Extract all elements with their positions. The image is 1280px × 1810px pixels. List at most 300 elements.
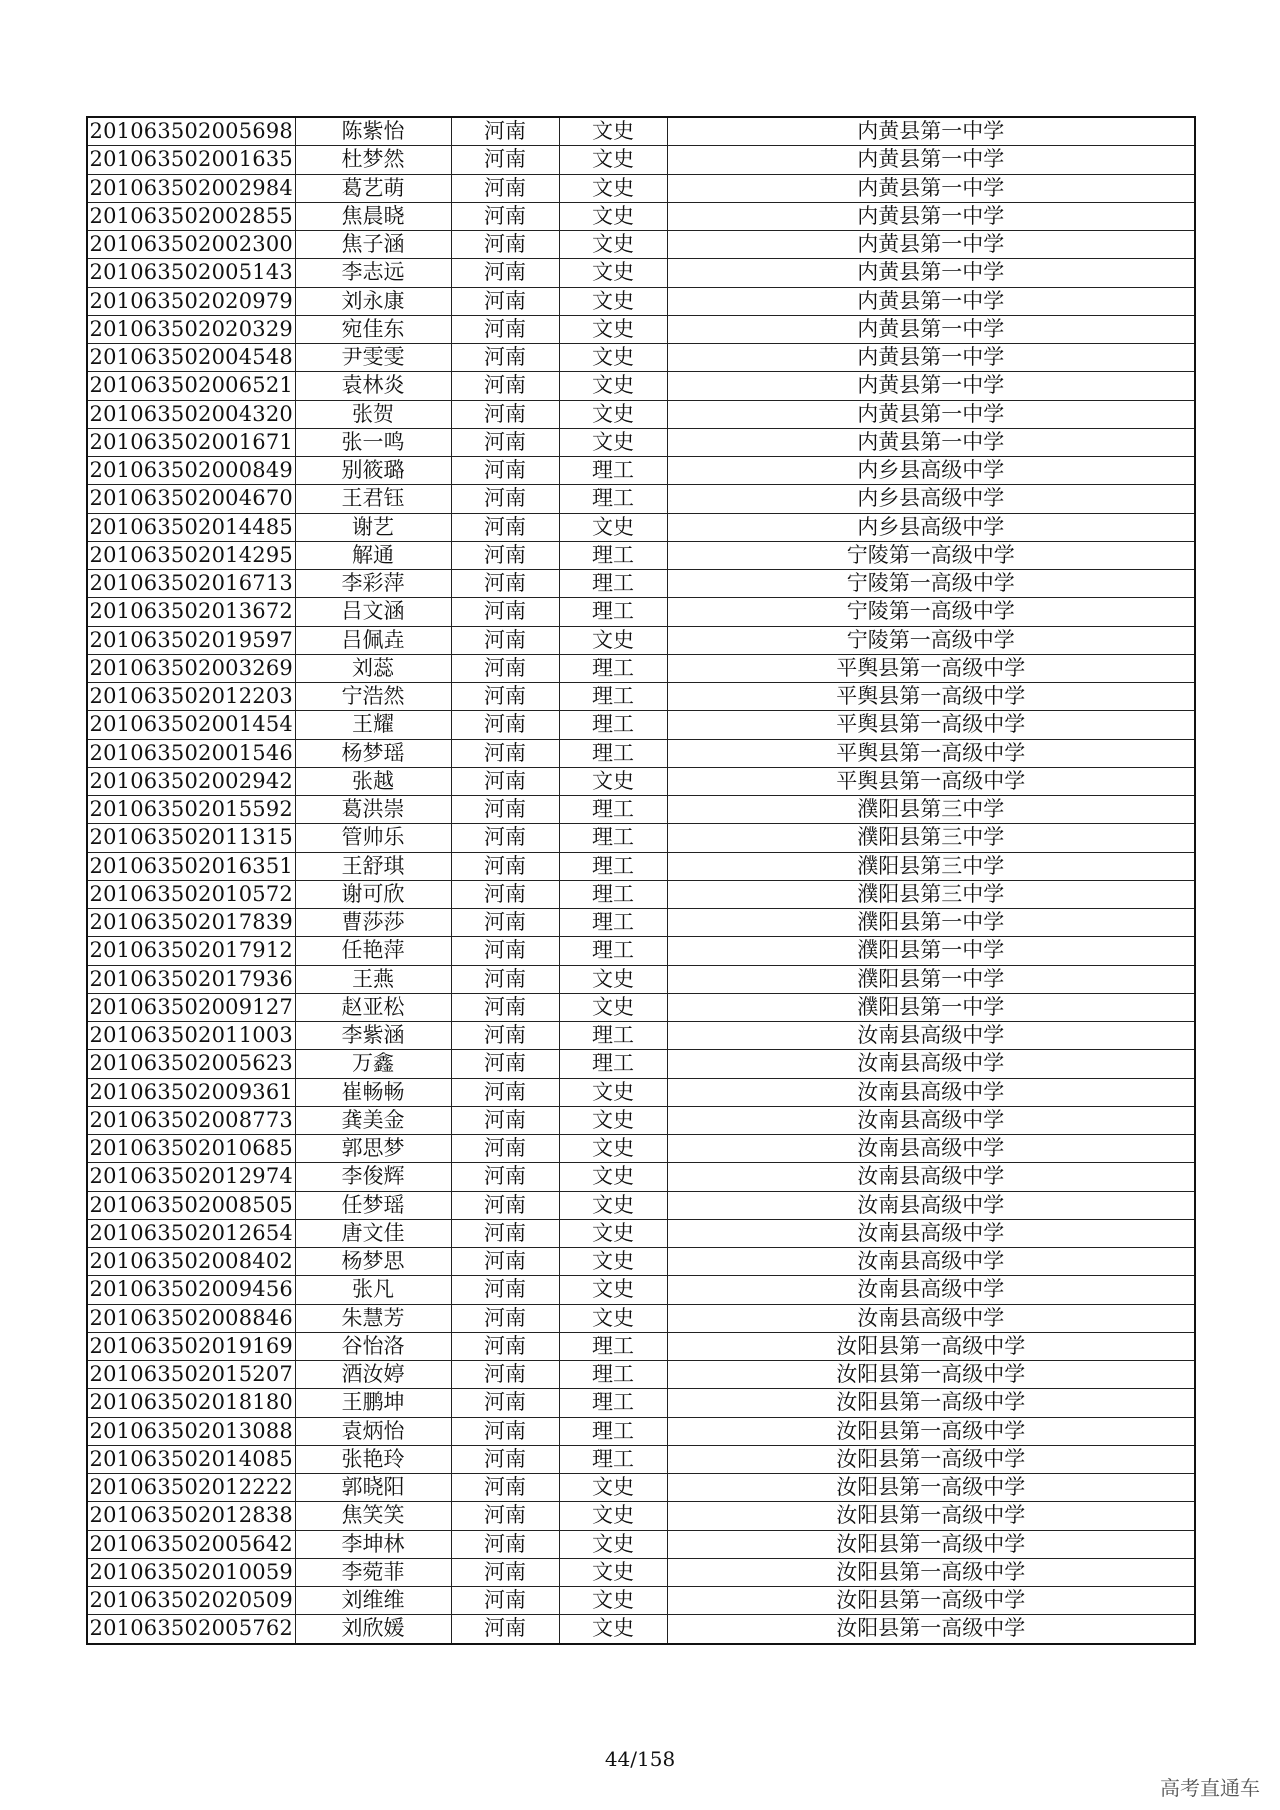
subject-track-cell: 文史 — [559, 1248, 667, 1276]
table-row — [87, 796, 1195, 824]
roster-table-body — [87, 117, 1195, 1644]
table-row — [87, 146, 1195, 174]
province-cell: 河南 — [451, 1276, 559, 1304]
exam-id-cell: 201063502019169 — [87, 1332, 295, 1360]
province-cell: 河南 — [451, 1502, 559, 1530]
student-name-cell: 李彩萍 — [295, 570, 451, 598]
subject-track-cell: 理工 — [559, 485, 667, 513]
exam-id-cell: 201063502004670 — [87, 485, 295, 513]
school-name-cell: 宁陵第一高级中学 — [667, 598, 1195, 626]
student-name-cell: 任梦瑶 — [295, 1191, 451, 1219]
table-row — [87, 993, 1195, 1021]
province-cell: 河南 — [451, 485, 559, 513]
student-name-cell: 王燕 — [295, 965, 451, 993]
student-name-cell: 葛艺萌 — [295, 174, 451, 202]
exam-id-cell: 201063502014485 — [87, 513, 295, 541]
school-name-cell: 内黄县第一中学 — [667, 231, 1195, 259]
school-name-cell: 内乡县高级中学 — [667, 457, 1195, 485]
subject-track-cell: 文史 — [559, 767, 667, 795]
table-row — [87, 485, 1195, 513]
exam-id-cell: 201063502015207 — [87, 1361, 295, 1389]
subject-track-cell: 理工 — [559, 1332, 667, 1360]
exam-id-cell: 201063502013672 — [87, 598, 295, 626]
student-name-cell: 崔畅畅 — [295, 1078, 451, 1106]
exam-id-cell: 201063502017839 — [87, 909, 295, 937]
school-name-cell: 濮阳县第一中学 — [667, 909, 1195, 937]
school-name-cell: 汝阳县第一高级中学 — [667, 1530, 1195, 1558]
subject-track-cell: 文史 — [559, 993, 667, 1021]
table-row — [87, 231, 1195, 259]
subject-track-cell: 理工 — [559, 824, 667, 852]
student-name-cell: 王耀 — [295, 711, 451, 739]
table-row — [87, 683, 1195, 711]
school-name-cell: 汝阳县第一高级中学 — [667, 1474, 1195, 1502]
school-name-cell: 宁陵第一高级中学 — [667, 570, 1195, 598]
exam-id-cell: 201063502000849 — [87, 457, 295, 485]
province-cell: 河南 — [451, 1445, 559, 1473]
student-name-cell: 王鹏坤 — [295, 1389, 451, 1417]
student-name-cell: 刘维维 — [295, 1587, 451, 1615]
exam-id-cell: 201063502012203 — [87, 683, 295, 711]
student-name-cell: 龚美金 — [295, 1106, 451, 1134]
subject-track-cell: 文史 — [559, 626, 667, 654]
subject-track-cell: 文史 — [559, 1474, 667, 1502]
exam-id-cell: 201063502015592 — [87, 796, 295, 824]
student-name-cell: 李志远 — [295, 259, 451, 287]
table-row — [87, 117, 1195, 146]
school-name-cell: 内乡县高级中学 — [667, 485, 1195, 513]
exam-id-cell: 201063502002984 — [87, 174, 295, 202]
table-row — [87, 711, 1195, 739]
subject-track-cell: 理工 — [559, 457, 667, 485]
exam-id-cell: 201063502005623 — [87, 1050, 295, 1078]
school-name-cell: 汝南县高级中学 — [667, 1191, 1195, 1219]
student-name-cell: 刘永康 — [295, 287, 451, 315]
province-cell: 河南 — [451, 174, 559, 202]
subject-track-cell: 理工 — [559, 1417, 667, 1445]
exam-id-cell: 201063502009456 — [87, 1276, 295, 1304]
student-name-cell: 酒汝婷 — [295, 1361, 451, 1389]
student-name-cell: 别筱璐 — [295, 457, 451, 485]
exam-id-cell: 201063502005698 — [87, 117, 295, 146]
subject-track-cell: 理工 — [559, 1445, 667, 1473]
subject-track-cell: 文史 — [559, 965, 667, 993]
table-row — [87, 1135, 1195, 1163]
subject-track-cell: 文史 — [559, 1106, 667, 1134]
table-row — [87, 570, 1195, 598]
school-name-cell: 汝南县高级中学 — [667, 1106, 1195, 1134]
student-name-cell: 刘蕊 — [295, 654, 451, 682]
exam-id-cell: 201063502010059 — [87, 1558, 295, 1586]
table-row — [87, 202, 1195, 230]
school-name-cell: 汝阳县第一高级中学 — [667, 1417, 1195, 1445]
student-name-cell: 李坤林 — [295, 1530, 451, 1558]
table-row — [87, 852, 1195, 880]
table-row — [87, 1163, 1195, 1191]
table-row — [87, 909, 1195, 937]
school-name-cell: 汝南县高级中学 — [667, 1304, 1195, 1332]
school-name-cell: 濮阳县第一中学 — [667, 965, 1195, 993]
student-name-cell: 唐文佳 — [295, 1219, 451, 1247]
table-row — [87, 1417, 1195, 1445]
school-name-cell: 汝阳县第一高级中学 — [667, 1389, 1195, 1417]
subject-track-cell: 文史 — [559, 259, 667, 287]
province-cell: 河南 — [451, 513, 559, 541]
province-cell: 河南 — [451, 570, 559, 598]
table-row — [87, 1050, 1195, 1078]
subject-track-cell: 文史 — [559, 1219, 667, 1247]
exam-id-cell: 201063502005143 — [87, 259, 295, 287]
table-row — [87, 739, 1195, 767]
province-cell: 河南 — [451, 1587, 559, 1615]
province-cell: 河南 — [451, 1191, 559, 1219]
province-cell: 河南 — [451, 202, 559, 230]
subject-track-cell: 文史 — [559, 1163, 667, 1191]
school-name-cell: 汝阳县第一高级中学 — [667, 1502, 1195, 1530]
province-cell: 河南 — [451, 880, 559, 908]
subject-track-cell: 理工 — [559, 852, 667, 880]
exam-id-cell: 201063502018180 — [87, 1389, 295, 1417]
province-cell: 河南 — [451, 965, 559, 993]
exam-id-cell: 201063502004548 — [87, 344, 295, 372]
table-row — [87, 1558, 1195, 1586]
student-name-cell: 葛洪崇 — [295, 796, 451, 824]
subject-track-cell: 理工 — [559, 598, 667, 626]
school-name-cell: 汝阳县第一高级中学 — [667, 1332, 1195, 1360]
student-name-cell: 杨梦思 — [295, 1248, 451, 1276]
school-name-cell: 平舆县第一高级中学 — [667, 654, 1195, 682]
table-row — [87, 1502, 1195, 1530]
student-name-cell: 焦笑笑 — [295, 1502, 451, 1530]
province-cell: 河南 — [451, 1417, 559, 1445]
province-cell: 河南 — [451, 315, 559, 343]
province-cell: 河南 — [451, 541, 559, 569]
exam-id-cell: 201063502005642 — [87, 1530, 295, 1558]
school-name-cell: 汝阳县第一高级中学 — [667, 1361, 1195, 1389]
province-cell: 河南 — [451, 796, 559, 824]
exam-id-cell: 201063502016713 — [87, 570, 295, 598]
student-name-cell: 吕文涵 — [295, 598, 451, 626]
province-cell: 河南 — [451, 1615, 559, 1644]
table-row — [87, 937, 1195, 965]
table-row — [87, 880, 1195, 908]
school-name-cell: 内黄县第一中学 — [667, 146, 1195, 174]
subject-track-cell: 理工 — [559, 654, 667, 682]
school-name-cell: 内乡县高级中学 — [667, 513, 1195, 541]
table-row — [87, 174, 1195, 202]
subject-track-cell: 理工 — [559, 1050, 667, 1078]
subject-track-cell: 文史 — [559, 513, 667, 541]
province-cell: 河南 — [451, 598, 559, 626]
school-name-cell: 内黄县第一中学 — [667, 202, 1195, 230]
table-row — [87, 315, 1195, 343]
table-row — [87, 1361, 1195, 1389]
subject-track-cell: 文史 — [559, 202, 667, 230]
province-cell: 河南 — [451, 852, 559, 880]
exam-id-cell: 201063502010572 — [87, 880, 295, 908]
table-row — [87, 1191, 1195, 1219]
school-name-cell: 濮阳县第三中学 — [667, 880, 1195, 908]
school-name-cell: 内黄县第一中学 — [667, 372, 1195, 400]
province-cell: 河南 — [451, 1022, 559, 1050]
subject-track-cell: 理工 — [559, 909, 667, 937]
page-number: 44/158 — [604, 1747, 676, 1771]
school-name-cell: 平舆县第一高级中学 — [667, 767, 1195, 795]
student-name-cell: 曹莎莎 — [295, 909, 451, 937]
province-cell: 河南 — [451, 1332, 559, 1360]
subject-track-cell: 文史 — [559, 1078, 667, 1106]
province-cell: 河南 — [451, 1219, 559, 1247]
province-cell: 河南 — [451, 231, 559, 259]
student-name-cell: 谷怡洛 — [295, 1332, 451, 1360]
school-name-cell: 濮阳县第三中学 — [667, 824, 1195, 852]
exam-id-cell: 201063502006521 — [87, 372, 295, 400]
subject-track-cell: 文史 — [559, 1135, 667, 1163]
subject-track-cell: 理工 — [559, 1361, 667, 1389]
exam-id-cell: 201063502003269 — [87, 654, 295, 682]
school-name-cell: 内黄县第一中学 — [667, 117, 1195, 146]
table-row — [87, 1389, 1195, 1417]
student-name-cell: 朱慧芳 — [295, 1304, 451, 1332]
table-row — [87, 1276, 1195, 1304]
province-cell: 河南 — [451, 1530, 559, 1558]
school-name-cell: 汝南县高级中学 — [667, 1022, 1195, 1050]
subject-track-cell: 文史 — [559, 1276, 667, 1304]
subject-track-cell: 文史 — [559, 117, 667, 146]
exam-id-cell: 201063502009127 — [87, 993, 295, 1021]
province-cell: 河南 — [451, 654, 559, 682]
student-name-cell: 杜梦然 — [295, 146, 451, 174]
student-name-cell: 万鑫 — [295, 1050, 451, 1078]
table-row — [87, 1474, 1195, 1502]
subject-track-cell: 文史 — [559, 1615, 667, 1644]
exam-id-cell: 201063502008505 — [87, 1191, 295, 1219]
table-row — [87, 1078, 1195, 1106]
exam-id-cell: 201063502011003 — [87, 1022, 295, 1050]
school-name-cell: 汝南县高级中学 — [667, 1276, 1195, 1304]
table-row — [87, 1587, 1195, 1615]
subject-track-cell: 文史 — [559, 344, 667, 372]
student-name-cell: 刘欣媛 — [295, 1615, 451, 1644]
student-name-cell: 张凡 — [295, 1276, 451, 1304]
student-name-cell: 王舒琪 — [295, 852, 451, 880]
exam-id-cell: 201063502017912 — [87, 937, 295, 965]
table-row — [87, 598, 1195, 626]
exam-id-cell: 201063502001546 — [87, 739, 295, 767]
province-cell: 河南 — [451, 1248, 559, 1276]
table-row — [87, 513, 1195, 541]
province-cell: 河南 — [451, 711, 559, 739]
subject-track-cell: 文史 — [559, 231, 667, 259]
school-name-cell: 濮阳县第一中学 — [667, 937, 1195, 965]
table-row — [87, 344, 1195, 372]
exam-id-cell: 201063502001671 — [87, 428, 295, 456]
subject-track-cell: 理工 — [559, 937, 667, 965]
table-row — [87, 1022, 1195, 1050]
province-cell: 河南 — [451, 767, 559, 795]
school-name-cell: 内黄县第一中学 — [667, 174, 1195, 202]
province-cell: 河南 — [451, 372, 559, 400]
exam-id-cell: 201063502002855 — [87, 202, 295, 230]
school-name-cell: 汝阳县第一高级中学 — [667, 1558, 1195, 1586]
province-cell: 河南 — [451, 344, 559, 372]
province-cell: 河南 — [451, 287, 559, 315]
subject-track-cell: 文史 — [559, 1191, 667, 1219]
subject-track-cell: 文史 — [559, 1304, 667, 1332]
school-name-cell: 平舆县第一高级中学 — [667, 711, 1195, 739]
school-name-cell: 濮阳县第三中学 — [667, 852, 1195, 880]
student-name-cell: 宛佳东 — [295, 315, 451, 343]
school-name-cell: 濮阳县第三中学 — [667, 796, 1195, 824]
school-name-cell: 汝南县高级中学 — [667, 1219, 1195, 1247]
school-name-cell: 汝阳县第一高级中学 — [667, 1445, 1195, 1473]
subject-track-cell: 文史 — [559, 428, 667, 456]
province-cell: 河南 — [451, 1078, 559, 1106]
province-cell: 河南 — [451, 1050, 559, 1078]
student-name-cell: 任艳萍 — [295, 937, 451, 965]
student-name-cell: 袁林炎 — [295, 372, 451, 400]
table-row — [87, 965, 1195, 993]
table-row — [87, 541, 1195, 569]
subject-track-cell: 理工 — [559, 683, 667, 711]
subject-track-cell: 文史 — [559, 174, 667, 202]
province-cell: 河南 — [451, 1163, 559, 1191]
table-row — [87, 400, 1195, 428]
exam-id-cell: 201063502001635 — [87, 146, 295, 174]
province-cell: 河南 — [451, 626, 559, 654]
exam-id-cell: 201063502012838 — [87, 1502, 295, 1530]
table-row — [87, 1248, 1195, 1276]
province-cell: 河南 — [451, 683, 559, 711]
student-name-cell: 焦晨晓 — [295, 202, 451, 230]
table-row — [87, 457, 1195, 485]
student-name-cell: 郭晓阳 — [295, 1474, 451, 1502]
subject-track-cell: 文史 — [559, 1587, 667, 1615]
student-name-cell: 杨梦瑶 — [295, 739, 451, 767]
exam-id-cell: 201063502013088 — [87, 1417, 295, 1445]
subject-track-cell: 文史 — [559, 372, 667, 400]
table-row — [87, 824, 1195, 852]
province-cell: 河南 — [451, 117, 559, 146]
province-cell: 河南 — [451, 259, 559, 287]
exam-id-cell: 201063502014295 — [87, 541, 295, 569]
exam-id-cell: 201063502016351 — [87, 852, 295, 880]
exam-id-cell: 201063502002300 — [87, 231, 295, 259]
student-name-cell: 张越 — [295, 767, 451, 795]
student-name-cell: 张一鸣 — [295, 428, 451, 456]
exam-id-cell: 201063502020509 — [87, 1587, 295, 1615]
exam-id-cell: 201063502020979 — [87, 287, 295, 315]
student-name-cell: 吕佩垚 — [295, 626, 451, 654]
student-name-cell: 陈紫怡 — [295, 117, 451, 146]
school-name-cell: 汝南县高级中学 — [667, 1078, 1195, 1106]
province-cell: 河南 — [451, 993, 559, 1021]
subject-track-cell: 理工 — [559, 570, 667, 598]
table-row — [87, 259, 1195, 287]
province-cell: 河南 — [451, 1558, 559, 1586]
school-name-cell: 汝南县高级中学 — [667, 1163, 1195, 1191]
table-row — [87, 1332, 1195, 1360]
table-row — [87, 372, 1195, 400]
province-cell: 河南 — [451, 909, 559, 937]
province-cell: 河南 — [451, 146, 559, 174]
exam-id-cell: 201063502017936 — [87, 965, 295, 993]
table-row — [87, 287, 1195, 315]
province-cell: 河南 — [451, 1106, 559, 1134]
school-name-cell: 内黄县第一中学 — [667, 259, 1195, 287]
exam-id-cell: 201063502020329 — [87, 315, 295, 343]
province-cell: 河南 — [451, 1361, 559, 1389]
exam-id-cell: 201063502019597 — [87, 626, 295, 654]
province-cell: 河南 — [451, 457, 559, 485]
exam-id-cell: 201063502008846 — [87, 1304, 295, 1332]
student-name-cell: 张贺 — [295, 400, 451, 428]
school-name-cell: 宁陵第一高级中学 — [667, 626, 1195, 654]
table-row — [87, 428, 1195, 456]
table-row — [87, 1445, 1195, 1473]
table-row — [87, 626, 1195, 654]
student-name-cell: 谢可欣 — [295, 880, 451, 908]
school-name-cell: 内黄县第一中学 — [667, 287, 1195, 315]
subject-track-cell: 理工 — [559, 796, 667, 824]
exam-id-cell: 201063502002942 — [87, 767, 295, 795]
province-cell: 河南 — [451, 937, 559, 965]
table-row — [87, 1304, 1195, 1332]
school-name-cell: 内黄县第一中学 — [667, 315, 1195, 343]
school-name-cell: 平舆县第一高级中学 — [667, 739, 1195, 767]
table-row — [87, 1106, 1195, 1134]
school-name-cell: 内黄县第一中学 — [667, 428, 1195, 456]
province-cell: 河南 — [451, 428, 559, 456]
school-name-cell: 汝南县高级中学 — [667, 1248, 1195, 1276]
subject-track-cell: 理工 — [559, 739, 667, 767]
student-name-cell: 张艳玲 — [295, 1445, 451, 1473]
province-cell: 河南 — [451, 1389, 559, 1417]
exam-id-cell: 201063502010685 — [87, 1135, 295, 1163]
school-name-cell: 平舆县第一高级中学 — [667, 683, 1195, 711]
table-row — [87, 1615, 1195, 1644]
subject-track-cell: 理工 — [559, 880, 667, 908]
school-name-cell: 汝南县高级中学 — [667, 1135, 1195, 1163]
subject-track-cell: 文史 — [559, 287, 667, 315]
school-name-cell: 内黄县第一中学 — [667, 400, 1195, 428]
student-name-cell: 赵亚松 — [295, 993, 451, 1021]
student-name-cell: 李俊辉 — [295, 1163, 451, 1191]
student-name-cell: 李菀菲 — [295, 1558, 451, 1586]
exam-id-cell: 201063502012222 — [87, 1474, 295, 1502]
table-row — [87, 767, 1195, 795]
subject-track-cell: 文史 — [559, 146, 667, 174]
exam-id-cell: 201063502001454 — [87, 711, 295, 739]
exam-id-cell: 201063502005762 — [87, 1615, 295, 1644]
school-name-cell: 汝阳县第一高级中学 — [667, 1615, 1195, 1644]
exam-id-cell: 201063502011315 — [87, 824, 295, 852]
school-name-cell: 宁陵第一高级中学 — [667, 541, 1195, 569]
exam-id-cell: 201063502008773 — [87, 1106, 295, 1134]
student-name-cell: 尹雯雯 — [295, 344, 451, 372]
student-roster-table — [86, 116, 1196, 1645]
watermark-text: 高考直通车 — [1160, 1776, 1260, 1800]
student-name-cell: 袁炳怡 — [295, 1417, 451, 1445]
school-name-cell: 内黄县第一中学 — [667, 344, 1195, 372]
province-cell: 河南 — [451, 1474, 559, 1502]
exam-id-cell: 201063502009361 — [87, 1078, 295, 1106]
subject-track-cell: 文史 — [559, 1530, 667, 1558]
subject-track-cell: 理工 — [559, 541, 667, 569]
subject-track-cell: 理工 — [559, 1389, 667, 1417]
student-name-cell: 李紫涵 — [295, 1022, 451, 1050]
student-name-cell: 谢艺 — [295, 513, 451, 541]
